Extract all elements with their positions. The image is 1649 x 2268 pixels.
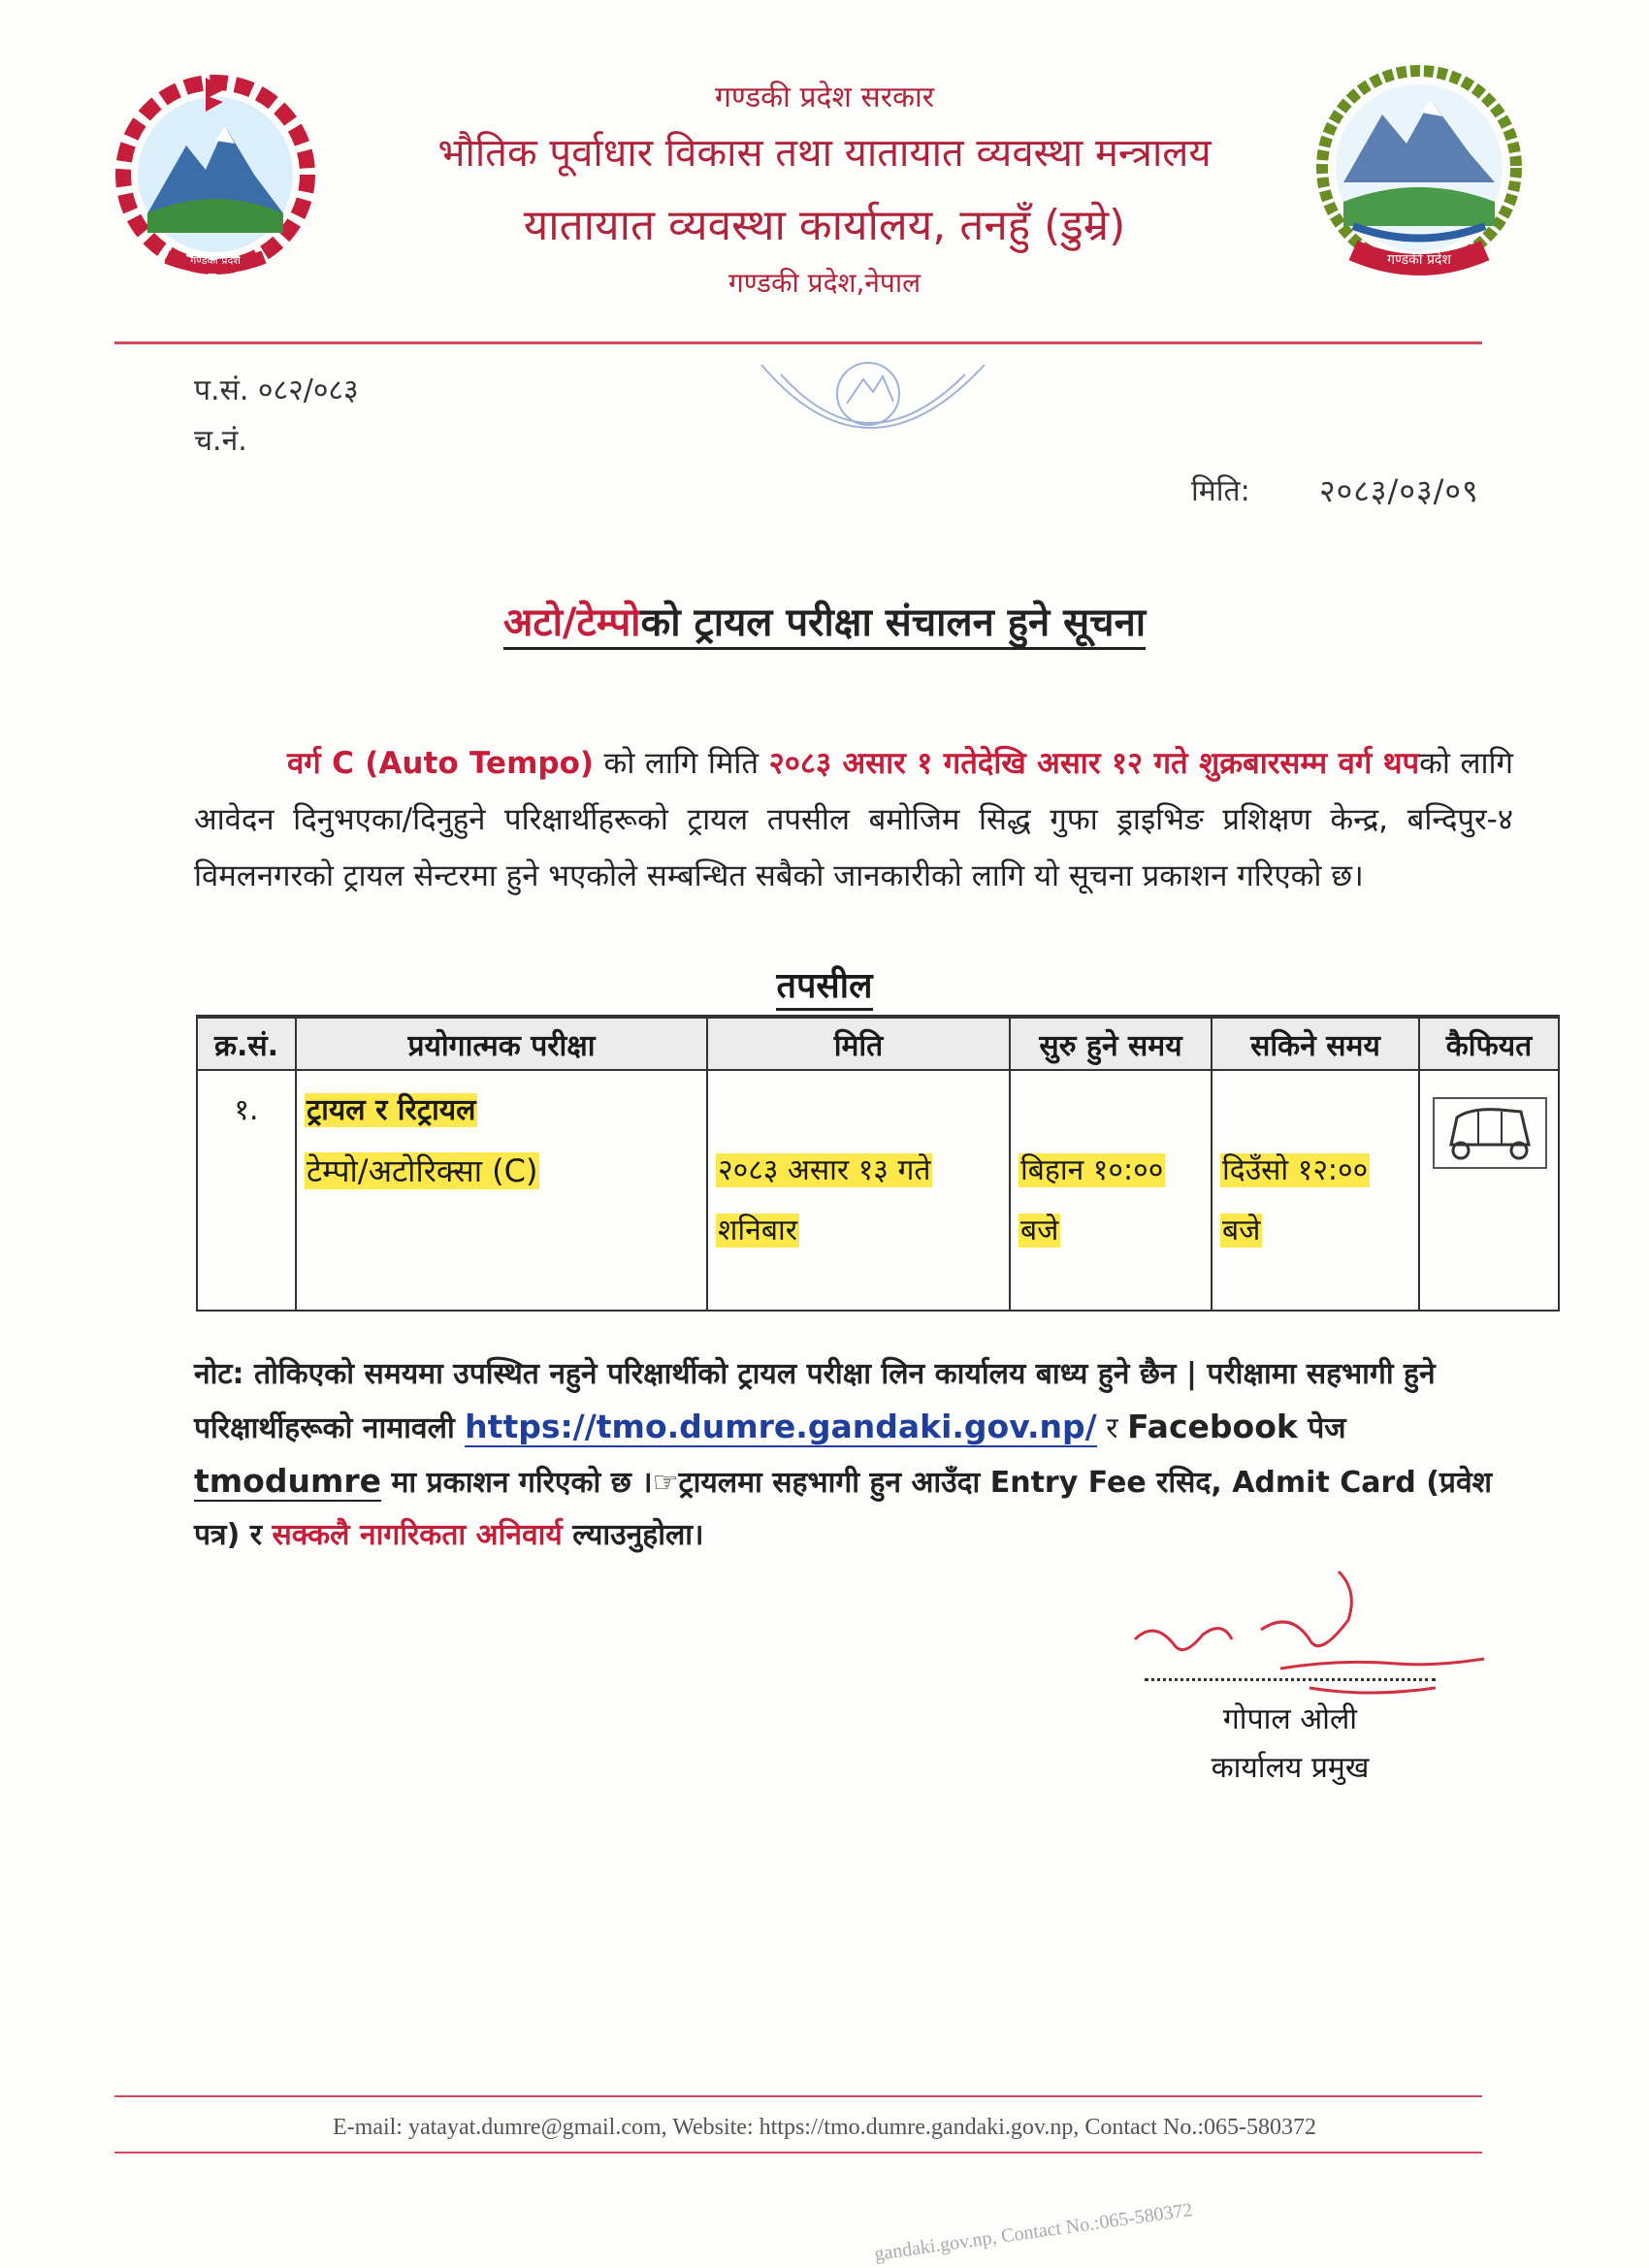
schedule-heading — [0, 960, 1649, 1008]
body-seg2: को लागि मिति — [594, 746, 769, 781]
col-sn: क्र.सं. — [197, 1017, 296, 1070]
signatory-title: कार्यालय प्रमुख — [1211, 1751, 1370, 1785]
cell-remarks — [1419, 1070, 1559, 1311]
date-line1: २०८३ असार १३ गते — [718, 1153, 931, 1187]
body-seg4: को लागि आवेदन दिनुभएका/दिनुहुने परिक्षार्थीहरूको ट्रायल तपसील बमोजिम सिद्ध गुफा ड्राइभिङ प्रशिक्षण केन्द्र, बन्दिपुर-४ विमलनगरको ट्रायल सेन्टरमा हुने भएकोले सम्बन्धित सबैको जानकारीको लागि यो सूचना प्रकाशन गरिएको छ। — [194, 746, 1513, 893]
facebook-label: Facebook — [1127, 1408, 1298, 1445]
body-category: वर्ग C (Auto Tempo) — [287, 746, 595, 781]
header-divider — [114, 341, 1482, 344]
cell-test — [296, 1070, 707, 1311]
notice-title — [0, 594, 1649, 647]
col-remarks: कैफियत — [1419, 1017, 1559, 1070]
title-highlight: अटो/टेम्पो — [502, 600, 641, 645]
test-line2: टेम्पो/अटोरिक्सा (C) — [307, 1152, 538, 1189]
signature-line — [1145, 1678, 1436, 1681]
note-part5: ल्याउनुहोला। — [562, 1518, 704, 1552]
col-end: सकिने समय — [1212, 1017, 1419, 1070]
cell-start — [1010, 1070, 1212, 1311]
note-section — [194, 1348, 1523, 1562]
header-government: गण्डकी प्रदेश सरकार — [714, 81, 935, 114]
note-part1: नोट: तोकिएको समयमा उपस्थित नहुने परिक्षार्थीको ट्रायल परीक्षा लिन कार्यालय बाध्य हुने छैन | परीक्षामा सहभागी हुने परिक्षार्थीहरूको नामावली — [194, 1357, 1436, 1445]
note-citizenship: सक्कलै नागरिकता अनिवार्य — [272, 1518, 563, 1552]
note-part2: र — [1096, 1411, 1128, 1445]
header-office: यातायात व्यवस्था कार्यालय, तनहुँ (डुम्रे) — [523, 201, 1126, 250]
reference-number: प.सं. ०८२/०८३ — [194, 373, 359, 407]
footer-ghost-text: gandaki.gov.np, Contact No.:065-580372 — [873, 2199, 1194, 2265]
notice-body — [194, 735, 1513, 904]
date-label: मिति: — [1191, 474, 1250, 508]
header-province: गण्डकी प्रदेश,नेपाल — [728, 267, 922, 299]
cell-sn — [197, 1070, 296, 1311]
row-sn: १. — [234, 1093, 259, 1127]
facebook-page: tmodumre — [194, 1462, 381, 1500]
note-part3: पेज — [1297, 1411, 1346, 1445]
date-value: २०८३/०३/०९ — [1319, 472, 1479, 509]
header-ministry: भौतिक पूर्वाधार विकास तथा यातायात व्यवस्था मन्त्रालय — [437, 131, 1212, 176]
footer-contact: E-mail: yatayat.dumre@gmail.com, Website: https://tmo.dumre.gandaki.gov.np, Contact No.:065-580372 — [333, 2115, 1316, 2140]
body-date-range: २०८३ असार १ गतेदेखि असार १२ गते शुक्रबारसम्म वर्ग थप — [768, 746, 1420, 781]
office-stamp — [723, 345, 1014, 510]
auto-rickshaw-icon — [1432, 1096, 1548, 1170]
footer-divider-bottom — [114, 2152, 1482, 2154]
title-rest: को ट्रायल परीक्षा संचालन हुने सूचना — [640, 600, 1147, 645]
schedule-heading-text: तपसील — [776, 966, 872, 1011]
date-line2: शनिबार — [718, 1214, 797, 1247]
dispatch-number: च.नं. — [194, 424, 247, 458]
handwritten-signature — [1116, 1552, 1542, 1707]
website-link[interactable]: https://tmo.dumre.gandaki.gov.np/ — [465, 1408, 1097, 1445]
footer-divider — [114, 2095, 1482, 2097]
right-emblem-caption: गण्डकी प्रदेश — [1387, 252, 1451, 268]
start-line1: बिहान १०:०० — [1020, 1153, 1164, 1187]
table-header-row — [197, 1017, 1559, 1070]
cell-date — [707, 1070, 1010, 1311]
col-date: मिति — [707, 1017, 1010, 1070]
col-test: प्रयोगात्मक परीक्षा — [296, 1017, 707, 1070]
note-part4: मा प्रकाशन गरिएको छ ।☞ट्रायलमा सहभागी हुन आउँदा Entry Fee रसिद, Admit Card (प्रवेश पत्र) र — [194, 1466, 1493, 1552]
table-row — [197, 1070, 1559, 1311]
end-line2: बजे — [1222, 1214, 1261, 1247]
start-line2: बजे — [1020, 1214, 1059, 1247]
left-emblem-caption: गण्डकी प्रदेश — [190, 254, 241, 267]
test-line1: ट्रायल र रिट्रायल — [307, 1093, 476, 1127]
signatory-name: गोपाल ओली — [1222, 1702, 1358, 1736]
cell-end — [1212, 1070, 1419, 1311]
end-line1: दिउँसो १२:०० — [1222, 1153, 1369, 1187]
col-start: सुरु हुने समय — [1010, 1017, 1212, 1070]
schedule-table — [196, 1015, 1560, 1312]
